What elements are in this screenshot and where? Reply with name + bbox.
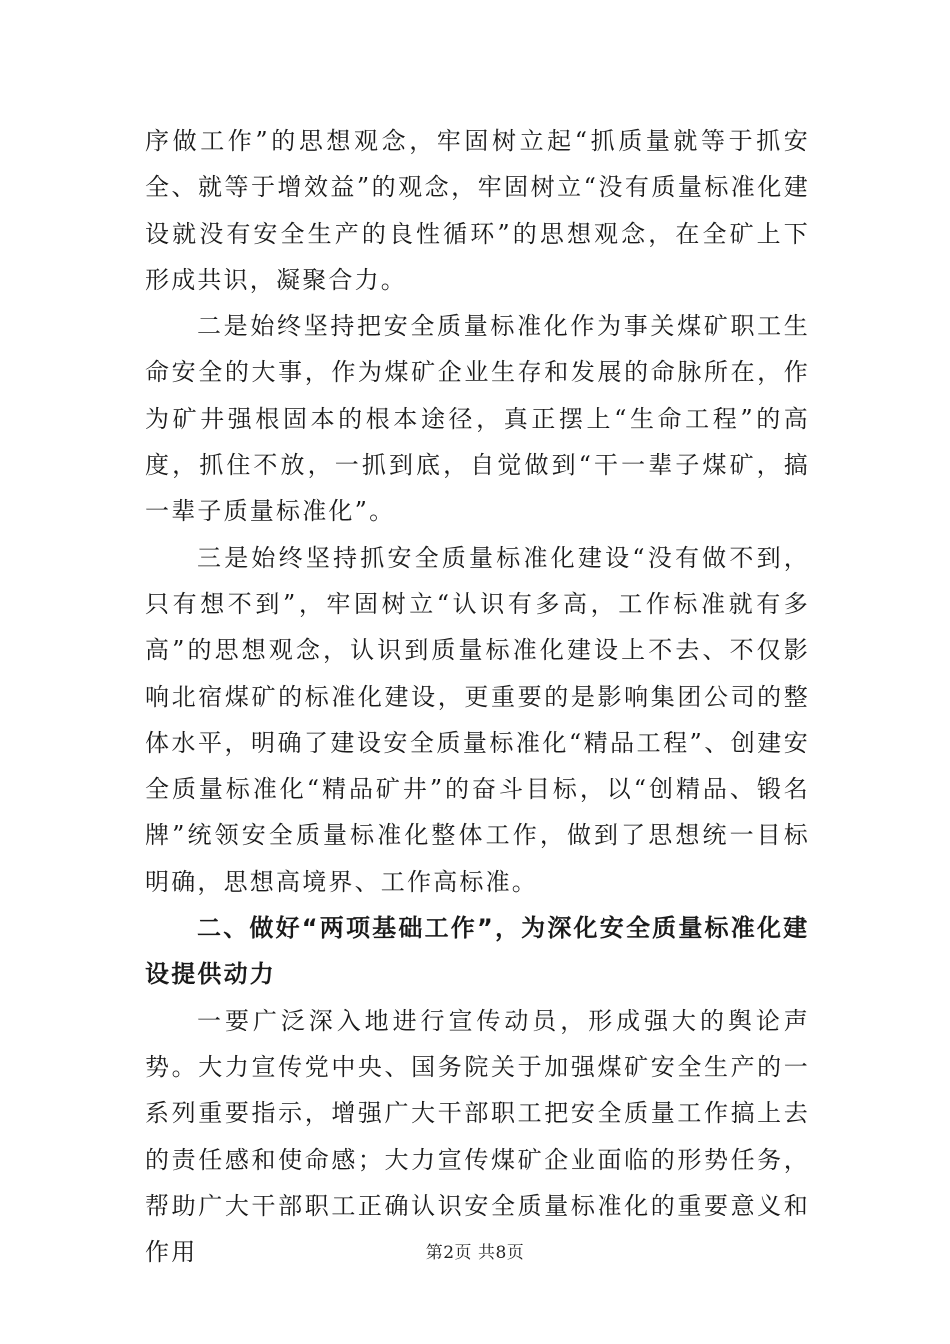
paragraph-point-three: 三是始终坚持抓安全质量标准化建设“没有做不到，只有想不到”，牢固树立“认识有多高，工作标准就有多高”的思想观念，认识到质量标准化建设上不去、不仅影响北宿煤矿的标准化建设，更重要的是影响集团公司的整体水平，明确了建设安全质量标准化“精品工程”、创建安全质量标准化“精品矿井”的奋斗目标，以“创精品、锻名牌”统领安全质量标准化整体工作，做到了思想统一目标明确，思想高境界、工作高标准。 (145, 543, 810, 896)
page-number-footer: 第2页 共8页 (425, 1243, 525, 1263)
paragraph-continuation: 序做工作”的思想观念，牢固树立起“抓质量就等于抓安全、就等于增效益”的观念，牢固树立“没有质量标准化建设就没有安全生产的良性循环”的思想观念，在全矿上下形成共识，凝聚合力。 (145, 127, 810, 294)
paragraph-publicity: 一要广泛深入地进行宣传动员，形成强大的舆论声势。大力宣传党中央、国务院关于加强煤矿安全生产的一系列重要指示，增强广大干部职工把安全质量工作搞上去的责任感和使命感；大力宣传煤矿企业面临的形势任务，帮助广大干部职工正确认识安全质量标准化的重要意义和作用 (145, 1006, 810, 1267)
document-body (145, 118, 810, 1275)
section-heading: 二、做好“两项基础工作”，为深化安全质量标准化建设提供动力 (145, 914, 810, 989)
paragraph-point-two: 二是始终坚持把安全质量标准化作为事关煤矿职工生命安全的大事，作为煤矿企业生存和发展的命脉所在，作为矿井强根固本的根本途径，真正摆上“生命工程”的高度，抓住不放，一抓到底，自觉做到“干一辈子煤矿，搞一辈子质量标准化”。 (145, 312, 810, 526)
